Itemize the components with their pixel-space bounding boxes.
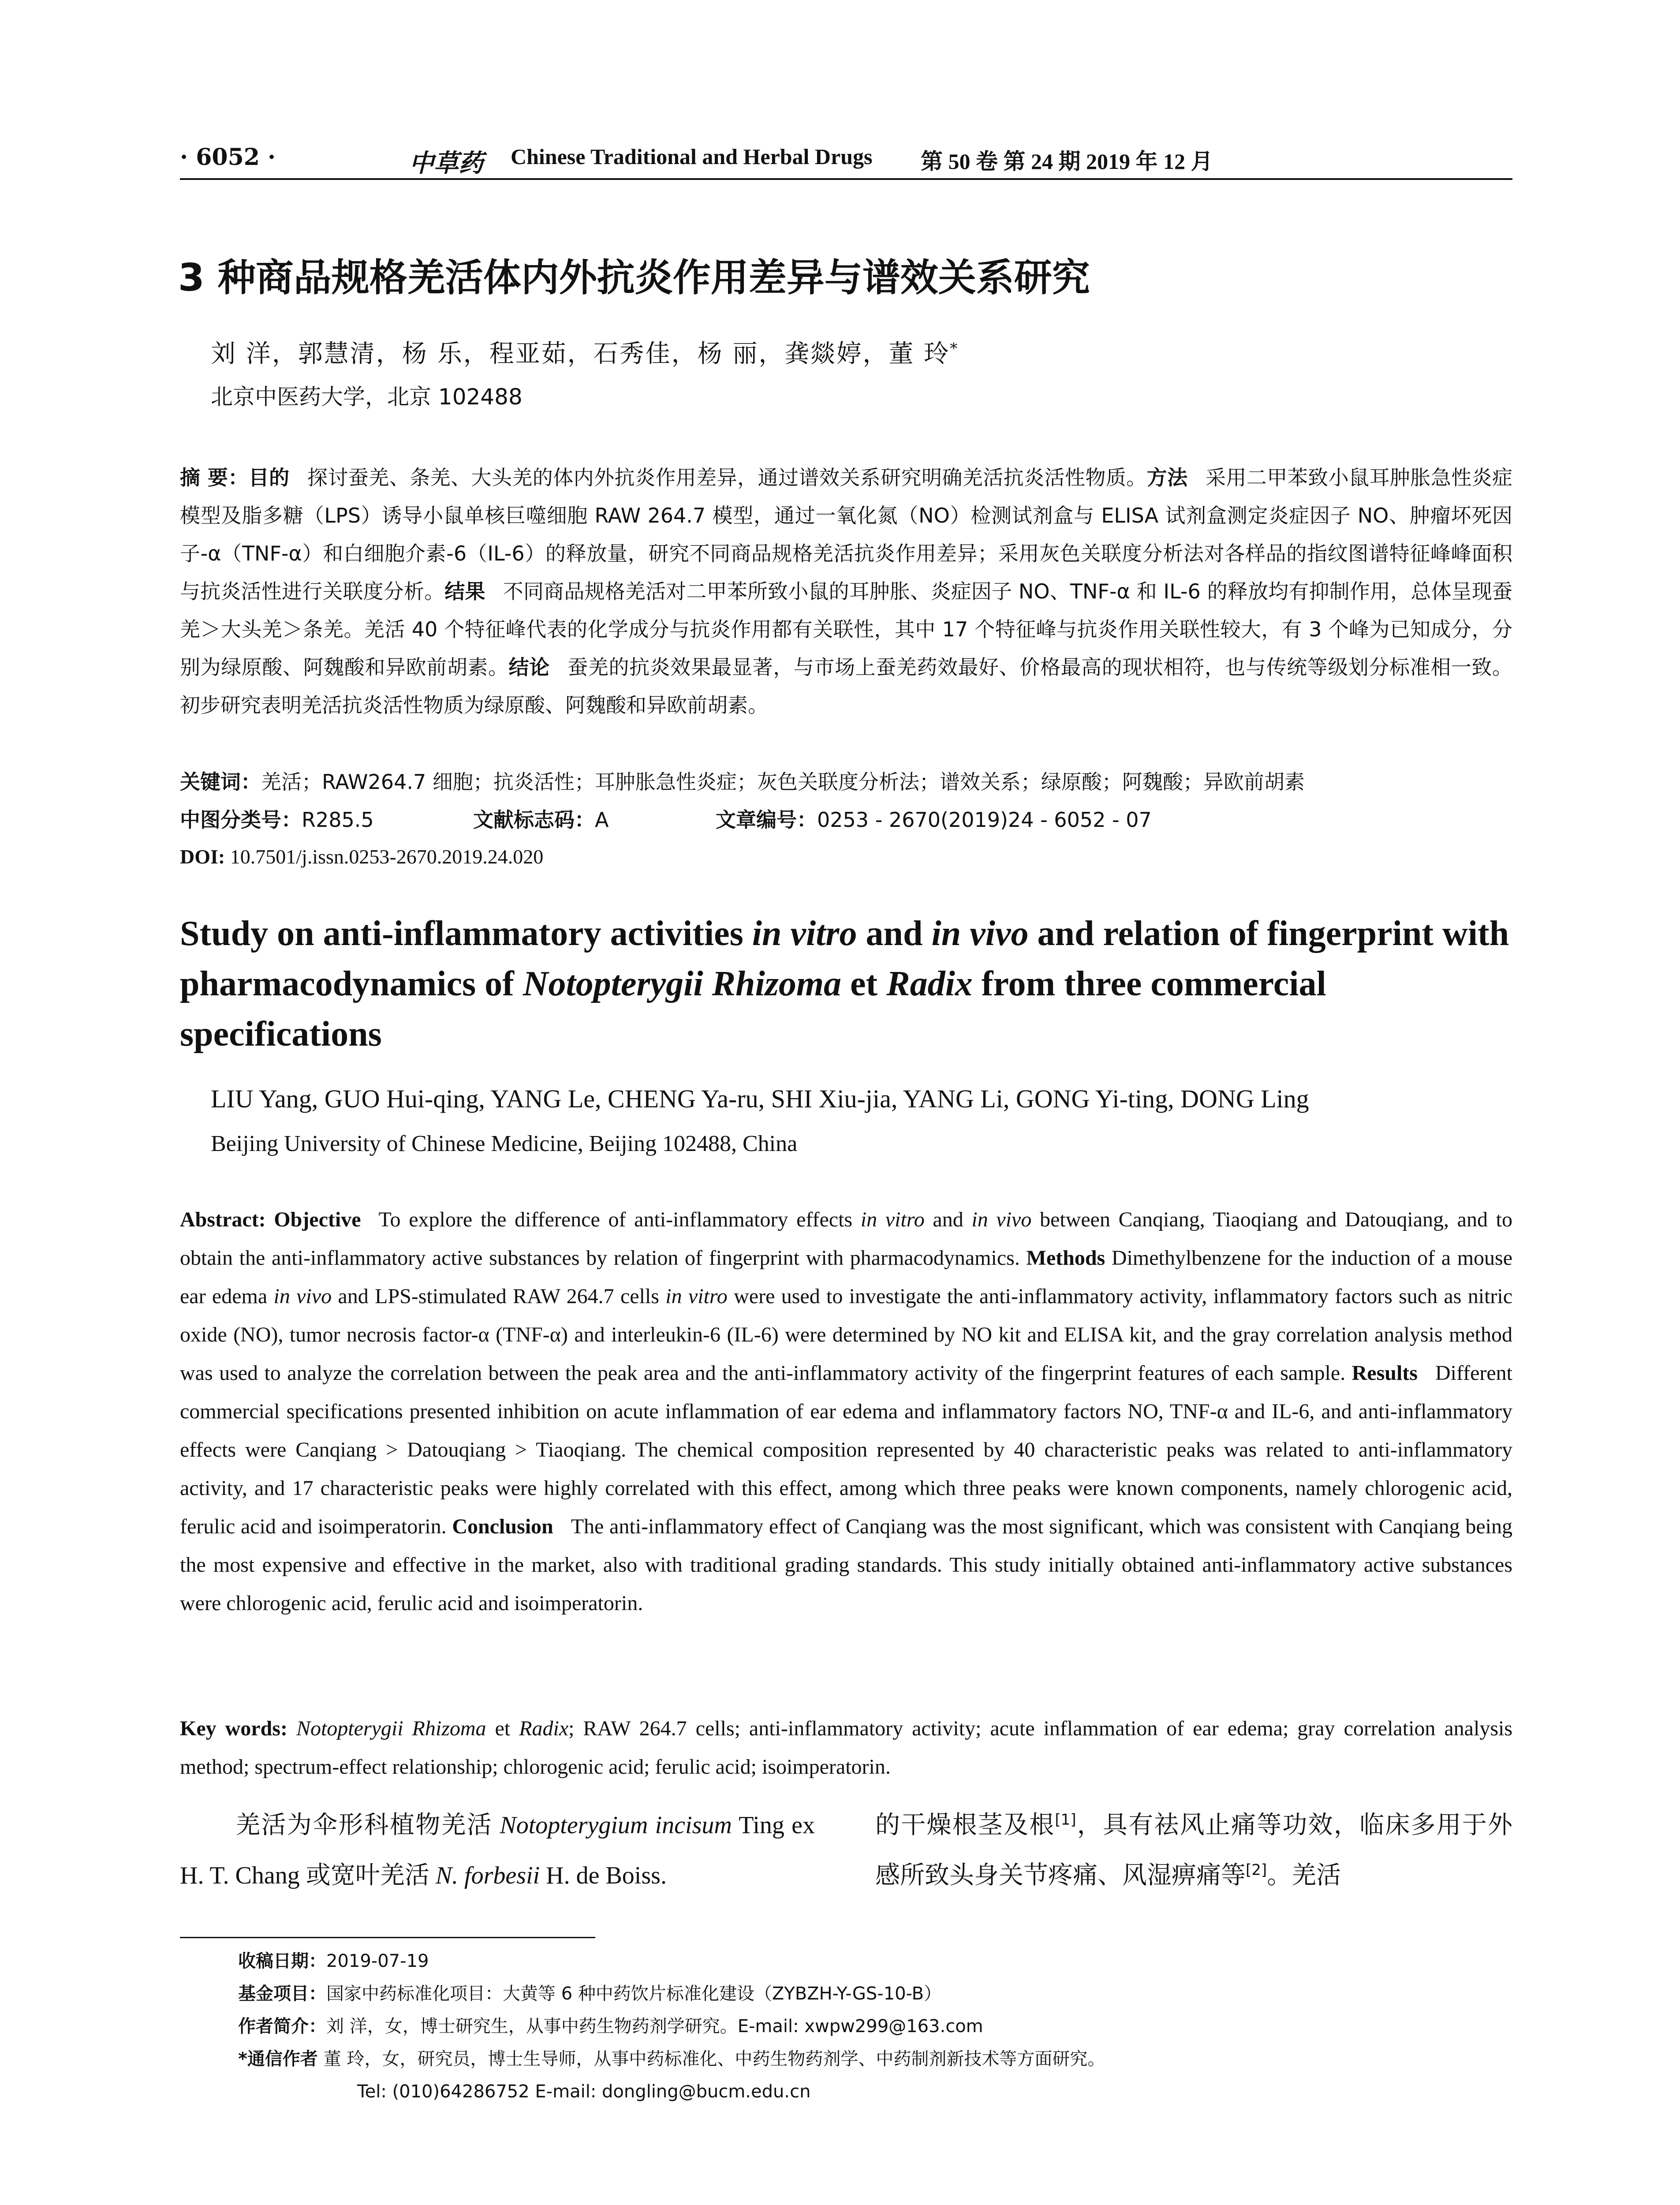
body-text: Ting ex H. T. Chang 或宽叶羌活 <box>180 1812 815 1889</box>
clc-cell <box>180 801 473 839</box>
doc-code-label: 文献标志码： <box>473 808 595 832</box>
english-abstract <box>180 1200 1512 1622</box>
body-column-right <box>875 1800 1512 1901</box>
issue-info: 第 50 卷 第 24 期 2019 年 12 月 <box>921 149 1213 174</box>
doi-link[interactable]: 10.7501/j.issn.0253-2670.2019.24.020 <box>230 845 544 868</box>
footnote-label: 作者简介： <box>238 2016 326 2037</box>
conclusion-text: The anti-inflammatory effect of Canqiang was the most significant, which was consistent with Canqiang being the most expensive and effective in the market, also with traditional grading standards. This study initially obtained anti-inflammatory active substances were chlorogenic acid, ferulic acid and isoimperatorin. <box>180 1515 1513 1615</box>
footnote-fund <box>238 1977 1512 2010</box>
citation-ref[interactable]: [2] <box>1246 1861 1267 1879</box>
clc-value: R285.5 <box>302 808 374 832</box>
italic-term: in vitro <box>860 1208 925 1231</box>
italic-term: in vivo <box>971 1208 1032 1231</box>
title-italic: in vitro <box>752 914 857 953</box>
running-header <box>180 138 1512 180</box>
title-part: and <box>857 914 932 953</box>
keywords-label: Key words: <box>180 1717 287 1740</box>
objective-label: 目的 <box>248 466 290 490</box>
footnote-text: 2019-07-19 <box>326 1951 429 1971</box>
conclusion-label: Conclusion <box>452 1515 553 1538</box>
article-no-label: 文章编号： <box>716 808 817 832</box>
footnote-label: 基金项目： <box>238 1984 326 2004</box>
body-text: ，具有祛风止痛等功效，临床多用于外感所致头身关节疼痛、风湿痹痛等 <box>875 1811 1513 1890</box>
citation-ref[interactable]: [1] <box>1055 1811 1076 1829</box>
italic-term: Notopterygii Rhizoma <box>296 1717 486 1740</box>
title-part: and relation of fingerprint with pharmacodynamics of <box>180 914 1509 1003</box>
body-text: H. de Boiss. <box>540 1862 667 1889</box>
title-part: from three commercial specifications <box>180 964 1326 1054</box>
conclusion-label: 结论 <box>508 655 550 679</box>
page-number: · 6052 · <box>180 144 276 171</box>
objective-text: and <box>924 1208 972 1231</box>
objective-text: To explore the difference of anti-inflammatory effects <box>378 1208 861 1231</box>
footnote-text: 董 玲，女，研究员，博士生导师，从事中药标准化、中药生物药剂学、中药制剂新技术等方面研究。 <box>323 2049 1105 2069</box>
corresponding-mark: * <box>950 340 959 358</box>
footnotes <box>238 1945 1512 2108</box>
results-label: 结果 <box>444 579 485 603</box>
english-authors: LIU Yang, GUO Hui-qing, YANG Le, CHENG Ya-ru, SHI Xiu-jia, YANG Li, GONG Yi-ting, DONG Ling <box>211 1084 1309 1113</box>
methods-text: were used to investigate the anti-inflammatory activity, inflammatory factors such as nitric oxide (NO), tumor necrosis factor-α (TNF-α) and interleukin-6 (IL-6) were determined by NO kit and ELISA kit, and the gray correlation analysis method was used to analyze the correlation between the peak area and the anti-inflammatory activity of the fingerprint features of each sample. <box>180 1285 1513 1385</box>
italic-term: in vivo <box>273 1285 332 1308</box>
keywords-text: 羌活；RAW264.7 细胞；抗炎活性；耳肿胀急性炎症；灰色关联度分析法；谱效关系；绿原酸；阿魏酸；异欧前胡素 <box>261 770 1305 794</box>
conclusion-text: 蚕羌的抗炎效果最显著，与市场上蚕羌药效最好、价格最高的现状相符，也与传统等级划分标准相一致。初步研究表明羌活抗炎活性物质为绿原酸、阿魏酸和异欧前胡素。 <box>180 655 1512 717</box>
article-no-cell <box>716 801 1152 839</box>
body-column-left <box>180 1800 815 1901</box>
chinese-affiliation: 北京中医药大学，北京 102488 <box>211 384 523 410</box>
doc-code-value: A <box>595 808 609 832</box>
results-text: 不同商品规格羌活对二甲苯所致小鼠的耳肿胀、炎症因子 NO、TNF-α 和 IL-6 的释放均有抑制作用，总体呈现蚕羌＞大头羌＞条羌。羌活 40 个特征峰代表的化学成分与抗炎作用都有关联性，其中 17 个特征峰与抗炎作用关联性较大，有 3 个峰为已知成分，分别为绿原酸、阿魏酸和异欧前胡素。 <box>180 579 1513 679</box>
chinese-authors <box>211 334 959 370</box>
doi-label: DOI: <box>180 845 225 868</box>
article-no-value: 0253 - 2670(2019)24 - 6052 - 07 <box>817 808 1152 832</box>
methods-label: 方法 <box>1146 466 1188 490</box>
doc-code-cell <box>473 801 716 839</box>
chinese-abstract <box>180 459 1512 724</box>
objective-text: between Canqiang, Tiaoqiang and Datouqiang, and to obtain the anti-inflammatory active substances by relation of fingerprint with pharmacodynamics. <box>180 1208 1513 1270</box>
objective-text: 探讨蚕羌、条羌、大头羌的体内外抗炎作用差异，通过谱效关系研究明确羌活抗炎活性物质。 <box>307 466 1147 490</box>
footnote-received <box>238 1945 1512 1977</box>
title-italic: in vivo <box>931 914 1029 953</box>
body-text: 的干燥根茎及根 <box>875 1811 1055 1839</box>
header-rule <box>180 178 1512 180</box>
footnote-label: 收稿日期： <box>238 1951 326 1971</box>
abstract-label: Abstract: Objective <box>180 1208 361 1231</box>
italic-term: Radix <box>519 1717 569 1740</box>
keywords-text: ; RAW 264.7 cells; anti-inflammatory activity; acute inflammation of ear edema; gray correlation analysis method; spectrum-effect relationship; chlorogenic acid; ferulic acid; isoimperatorin. <box>180 1717 1513 1779</box>
italic-term: Notopterygium incisum <box>500 1812 732 1839</box>
english-title <box>180 908 1512 1059</box>
classification-line <box>180 801 1512 839</box>
english-keywords <box>180 1709 1512 1786</box>
footnote-contact: Tel: (010)64286752 E-mail: dongling@bucm.edu.cn <box>357 2082 811 2102</box>
methods-text: 采用二甲苯致小鼠耳肿胀急性炎症模型及脂多糖（LPS）诱导小鼠单核巨噬细胞 RAW 264.7 模型，通过一氧化氮（NO）检测试剂盒与 ELISA 试剂盒测定炎症因子 NO、肿瘤坏死因子-α（TNF-α）和白细胞介素-6（IL-6）的释放量，研究不同商品规格羌活抗炎作用差异；采用灰色关联度分析法对各样品的指纹图谱特征峰峰面积与抗炎活性进行关联度分析。 <box>180 466 1513 603</box>
footnote-bio <box>238 2010 1512 2043</box>
methods-text: and LPS-stimulated RAW 264.7 cells <box>332 1285 666 1308</box>
keywords-text: et <box>486 1717 519 1740</box>
author-list: 刘 洋，郭慧清，杨 乐，程亚茹，石秀佳，杨 丽，龚燚婷，董 玲 <box>211 340 950 368</box>
keywords-label: 关键词： <box>180 770 261 794</box>
doi-line <box>180 838 1512 876</box>
clc-label: 中图分类号： <box>180 808 302 832</box>
journal-brand: 中草药 <box>409 149 483 178</box>
footnote-text: 刘 洋，女，博士研究生，从事中药生物药剂学研究。E-mail: xwpw299@163.com <box>326 2016 983 2037</box>
footnote-corresponding <box>238 2043 1512 2075</box>
footnote-rule <box>180 1937 595 1938</box>
body-text: 。羌活 <box>1267 1861 1341 1890</box>
methods-text: Dimethylbenzene for the induction of a mouse ear edema <box>180 1246 1513 1308</box>
chinese-keywords <box>180 763 1512 801</box>
results-text: Different commercial specifications presented inhibition on acute inflammation of ear edema and inflammatory factors NO, TNF-α and IL-6, and anti-inflammatory effects were Canqiang > Datouqiang > Tiaoqiang. The chemical composition represented by 40 characteristic peaks was related to anti-inflammatory activity, and 17 characteristic peaks were highly correlated with this effect, among which three peaks were known components, namely chlorogenic acid, ferulic acid and isoimperatorin. <box>180 1361 1512 1538</box>
methods-label: Methods <box>1026 1246 1105 1270</box>
abstract-label: 摘 要： <box>180 466 249 490</box>
italic-term: N. forbesii <box>435 1862 540 1889</box>
title-part: Study on anti-inflammatory activities <box>180 914 752 953</box>
footnote-label: *通信作者 <box>238 2049 318 2069</box>
results-label: Results <box>1351 1361 1418 1385</box>
journal-name: Chinese Traditional and Herbal Drugs <box>511 144 873 169</box>
title-italic: Radix <box>886 964 973 1003</box>
italic-term: in vitro <box>665 1285 728 1308</box>
english-affiliation: Beijing University of Chinese Medicine, Beijing 102488, China <box>211 1131 798 1156</box>
footnote-text: 国家中药标准化项目：大黄等 6 种中药饮片标准化建设（ZYBZH-Y-GS-10-B） <box>326 1984 942 2004</box>
title-italic: Notopterygii Rhizoma <box>523 964 842 1003</box>
body-text: 羌活为伞形科植物羌活 <box>235 1812 500 1839</box>
chinese-title: 3 种商品规格羌活体内外抗炎作用差异与谱效关系研究 <box>178 256 1090 300</box>
title-part: et <box>841 964 887 1003</box>
